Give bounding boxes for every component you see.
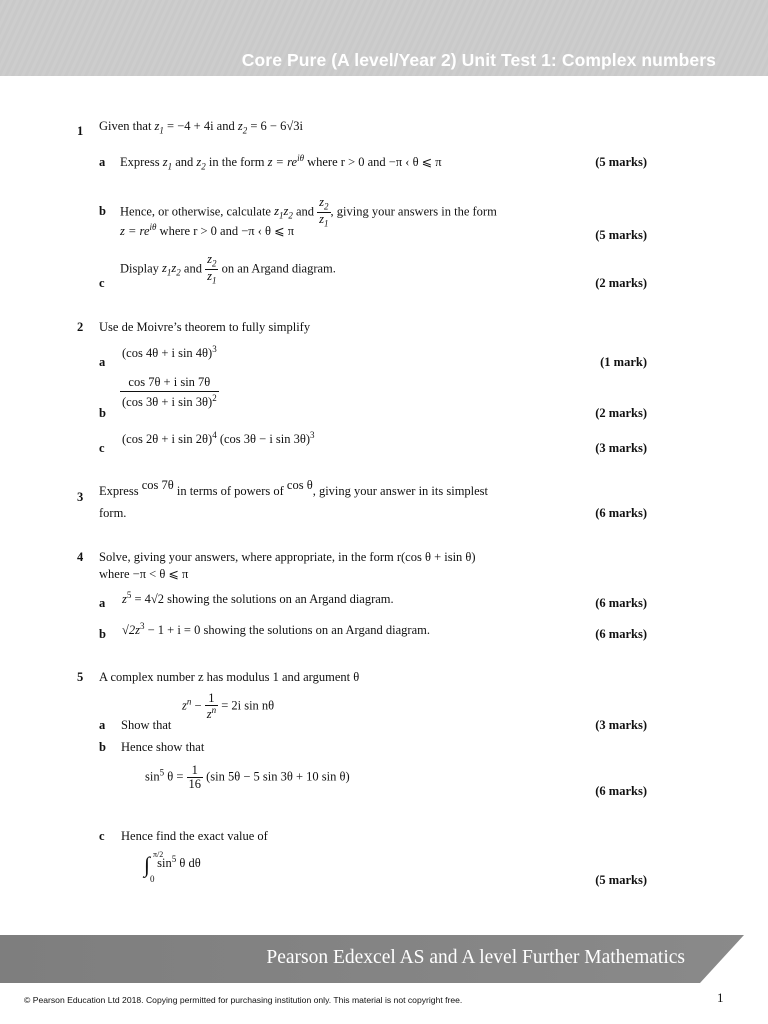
part-label: a xyxy=(99,596,106,610)
rhs: (sin 5θ − 5 sin 3θ + 10 sin θ) xyxy=(206,769,350,784)
denominator xyxy=(205,706,218,721)
question-number: 1 xyxy=(77,124,84,138)
product-z1z2: $z_1z_2$ xyxy=(162,261,181,278)
copyright-notice: © Pearson Education Ltd 2018. Copying permitted for purchasing institution only. This material is not copyright free. xyxy=(24,995,463,1005)
marks: (3 marks) xyxy=(595,718,647,732)
polar-form: z = re xyxy=(120,224,150,239)
question-stem: Use de Moivre’s theorem to fully simplify xyxy=(99,320,311,334)
expr: (cos 4θ + i sin 4θ) xyxy=(122,346,213,361)
question-stem-line2: form. xyxy=(99,506,127,520)
question-number: 5 xyxy=(77,670,84,684)
marks: (6 marks) xyxy=(595,506,647,520)
question-stem xyxy=(99,478,489,499)
identity-equation xyxy=(182,692,274,721)
part-text-line2 xyxy=(120,222,294,239)
var-z2: $z_2$ xyxy=(237,119,248,136)
text: Display xyxy=(120,261,159,276)
footer-title: Pearson Edexcel AS and A level Further Mathematics xyxy=(266,947,685,968)
marks: (6 marks) xyxy=(595,596,647,610)
marks: (3 marks) xyxy=(595,441,647,455)
var-z: z xyxy=(206,707,212,722)
text: showing the solutions on an Argand diagram. xyxy=(167,592,394,607)
part-label: b xyxy=(99,740,106,754)
numerator: 1 xyxy=(187,764,204,778)
var-z: z xyxy=(182,698,187,713)
expr: cos θ xyxy=(286,478,313,492)
text: showing the solutions on an Argand diagram. xyxy=(203,623,430,638)
question-stem: Solve, giving your answers, where appropriate, in the form r(cos θ + isin θ) xyxy=(99,550,476,564)
polar-form: z = re xyxy=(267,155,298,170)
power: 5 xyxy=(159,767,165,778)
question-number: 2 xyxy=(77,320,84,334)
integral-expression xyxy=(144,850,201,884)
denominator xyxy=(120,392,219,409)
var-z: z xyxy=(122,592,127,607)
part-text xyxy=(122,590,394,607)
power: 3 xyxy=(212,344,217,354)
part-label: b xyxy=(99,204,106,218)
marks: (2 marks) xyxy=(595,276,647,290)
power: 3 xyxy=(139,621,145,631)
power: 4 xyxy=(212,430,217,440)
theta-eq: θ = xyxy=(167,769,184,784)
power: 5 xyxy=(126,590,132,600)
part-text: Hence find the exact value of xyxy=(121,829,268,843)
integrand-tail: θ dθ xyxy=(179,856,201,870)
upper-limit: π/2 xyxy=(153,850,164,859)
question-stem: A complex number z has modulus 1 and argument θ xyxy=(99,670,360,684)
question-stem xyxy=(99,119,303,136)
expr: (cos 2θ + i sin 2θ) xyxy=(122,432,213,447)
text: , giving your answer in its simplest xyxy=(312,484,489,498)
lhs: √2z xyxy=(122,623,140,638)
marks: (1 mark) xyxy=(600,355,647,369)
text: in terms of powers of xyxy=(176,484,284,498)
text: where xyxy=(307,155,338,170)
question-number: 4 xyxy=(77,550,84,564)
text: giving your answers in the form xyxy=(336,204,497,219)
marks: (2 marks) xyxy=(595,406,647,420)
exponent: iθ xyxy=(149,222,157,232)
minus: − xyxy=(194,698,202,713)
part-label: a xyxy=(99,355,106,369)
rhs: = 4√2 xyxy=(134,592,165,607)
identity-sin5 xyxy=(145,764,350,791)
part-label: c xyxy=(99,829,105,843)
part-text xyxy=(120,253,336,286)
power-n: n xyxy=(211,705,217,716)
var-z1: $z_1$ xyxy=(162,155,173,172)
lower-limit: 0 xyxy=(150,874,155,884)
text: on an Argand diagram. xyxy=(221,261,336,276)
exponent: iθ xyxy=(297,153,304,163)
range: −π ‹ θ ⩽ π xyxy=(388,155,442,170)
part-text xyxy=(120,153,442,172)
var-z1: $z_1$ xyxy=(154,119,164,136)
text: where xyxy=(159,224,191,239)
rhs: = 2i sin nθ xyxy=(221,698,275,713)
stem-text: Given that xyxy=(99,119,152,133)
stem-and: and xyxy=(216,119,235,133)
fraction xyxy=(205,692,218,721)
marks: (5 marks) xyxy=(595,873,647,887)
power: 3 xyxy=(310,430,315,440)
page-title: Core Pure (A level/Year 2) Unit Test 1: Complex numbers xyxy=(241,50,716,70)
text: in the form xyxy=(208,155,265,170)
expr: cos 7θ xyxy=(141,478,174,492)
numerator: cos 7θ + i sin 7θ xyxy=(120,376,219,392)
part-text: Hence, or otherwise, calculate $z_1z_2$ and $\frac{z_2}{z_1}$ , giving your answers in the form xyxy=(120,195,497,229)
part-label: b xyxy=(99,627,106,641)
page-number: 1 xyxy=(717,990,724,1005)
part-label: a xyxy=(99,155,106,169)
marks: (6 marks) xyxy=(595,784,647,798)
part-label: b xyxy=(99,406,106,420)
product-z1z2: $z_1z_2$ xyxy=(274,204,293,221)
fraction xyxy=(187,764,204,791)
lhs-tail: − 1 + i = 0 xyxy=(147,623,201,638)
text: Express xyxy=(99,484,139,498)
denominator: 16 xyxy=(188,777,202,792)
part-label: c xyxy=(99,441,105,455)
marks: (5 marks) xyxy=(595,155,647,169)
condition: r > 0 and xyxy=(193,224,239,239)
expression xyxy=(122,344,217,361)
part-label: a xyxy=(99,718,106,732)
expr: (cos 3θ − i sin 3θ) xyxy=(219,432,311,447)
text: Express xyxy=(120,155,160,170)
marks: (6 marks) xyxy=(595,627,647,641)
den-expr: (cos 3θ + i sin 3θ) xyxy=(122,395,213,410)
power-n: n xyxy=(186,696,192,707)
integrand: sin xyxy=(157,856,172,870)
part-text: Hence show that xyxy=(121,740,205,754)
part-text: Show that xyxy=(121,718,172,732)
question-number: 3 xyxy=(77,490,84,504)
expression xyxy=(122,430,315,447)
quotient-z2-z1: $\frac{z_2}{z_1}$ xyxy=(207,252,217,286)
condition: r > 0 and xyxy=(340,155,386,170)
range: −π ‹ θ ⩽ π xyxy=(241,224,295,239)
question-stem-line2: where −π < θ ⩽ π xyxy=(99,567,189,581)
sin: sin xyxy=(145,769,160,784)
power: 2 xyxy=(212,393,217,404)
fraction xyxy=(120,376,219,409)
fraction-expression xyxy=(120,376,219,409)
header-band xyxy=(0,0,768,76)
integral-sign: ∫ xyxy=(144,852,151,877)
part-text xyxy=(122,621,430,638)
text: and xyxy=(175,155,194,170)
text: Hence, or otherwise, calculate xyxy=(120,204,271,219)
text: and xyxy=(183,261,202,276)
z2-value: = 6 − 6√3i xyxy=(250,119,303,133)
part-label: c xyxy=(99,276,105,290)
marks: (5 marks) xyxy=(595,228,647,242)
quotient-z2-z1: $\frac{z_2}{z_1}$ xyxy=(319,195,329,229)
var-z2: $z_2$ xyxy=(196,155,206,172)
power: 5 xyxy=(171,853,177,864)
text: and xyxy=(295,204,315,219)
numerator: 1 xyxy=(205,692,218,706)
z1-value: = −4 + 4i xyxy=(167,119,214,133)
